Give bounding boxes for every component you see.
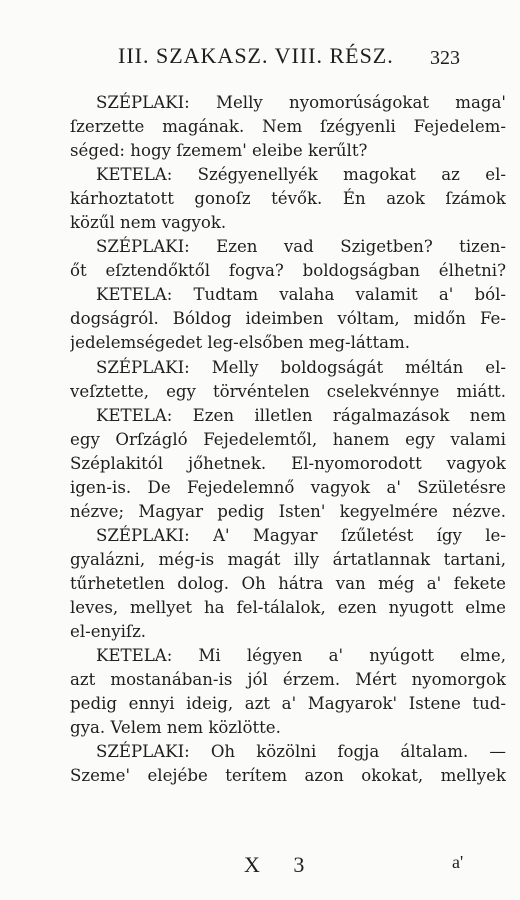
text-line: jedelemségedet leg-elsőben meg-láttam. [70, 333, 411, 353]
text-line: dogságról. Bóldog ideimben vóltam, midőn Fe- [70, 309, 506, 329]
text-line: közűl nem vagyok. [70, 213, 227, 233]
page-footer [0, 852, 520, 892]
catchword: a' [452, 852, 464, 872]
text-line: Szeme' elejébe terítem azon okokat, mellyek [70, 766, 506, 786]
text-line: őt eſztendőktől fogva? boldogságban élhetni? [70, 261, 506, 281]
text-line: séged: hogy ſzemem' eleibe kerűlt? [70, 141, 368, 161]
text-line: SZÉPLAKI: Melly nyomorúságokat maga' [96, 93, 506, 112]
text-line: veſztette, egy törvéntelen cselekvénnye miátt. [70, 381, 506, 401]
text-line: SZÉPLAKI: Melly boldogságát méltán el- [96, 357, 506, 377]
page-text [70, 91, 506, 788]
text-line: SZÉPLAKI: Ezen vad Szigetben? tizen- [96, 237, 506, 257]
text-line: gyalázni, még-is magát illy ártatlannak tartani, [70, 549, 506, 569]
text-line: KETELA: Ezen illetlen rágalmazások nem [96, 405, 506, 425]
text-line: KETELA: Szégyenellyék magokat az el- [96, 165, 506, 185]
running-head [0, 0, 520, 85]
text-line: ſzerzette magának. Nem ſzégyenli Fejedelem- [70, 117, 506, 137]
text-line: KETELA: Tudtam valaha valamit a' ból- [96, 285, 506, 305]
text-line: gya. Velem nem közlötte. [70, 718, 281, 738]
text-line: pedig ennyi ideig, azt a' Magyarok' Istene tud- [70, 694, 506, 714]
text-line: azt mostanában-is jól érzem. Mért nyomorgok [70, 670, 506, 690]
text-line: nézve; Magyar pedig Isten' kegyelmére nézve. [70, 501, 506, 521]
text-line: SZÉPLAKI: Oh közölni fogja általam. — [96, 742, 506, 762]
text-line: igen-is. De Fejedelemnő vagyok a' Születésre [70, 477, 506, 497]
text-line: SZÉPLAKI: A' Magyar ſzűletést így le- [96, 525, 506, 545]
text-line: kárhoztatott gonoſz tévők. Én azok ſzámok [70, 189, 506, 209]
section-title: III. SZAKASZ. VIII. RÉSZ. [118, 43, 394, 68]
text-line: egy Orſzágló Fejedelemtől, hanem egy valami [70, 429, 506, 449]
page-number: 323 [430, 47, 460, 69]
text-line: tűrhetetlen dolog. Oh hátra van még a' fekete [70, 573, 506, 593]
text-line: el-enyiſz. [70, 622, 147, 642]
text-line: leves, mellyet ha fel-tálalok, ezen nyugott elme [70, 597, 506, 617]
text-line: Széplakitól jőhetnek. El-nyomorodott vagyok [70, 453, 506, 473]
signature-mark: X 3 [244, 852, 319, 877]
text-line: KETELA: Mi légyen a' nyúgott elme, [96, 646, 506, 666]
